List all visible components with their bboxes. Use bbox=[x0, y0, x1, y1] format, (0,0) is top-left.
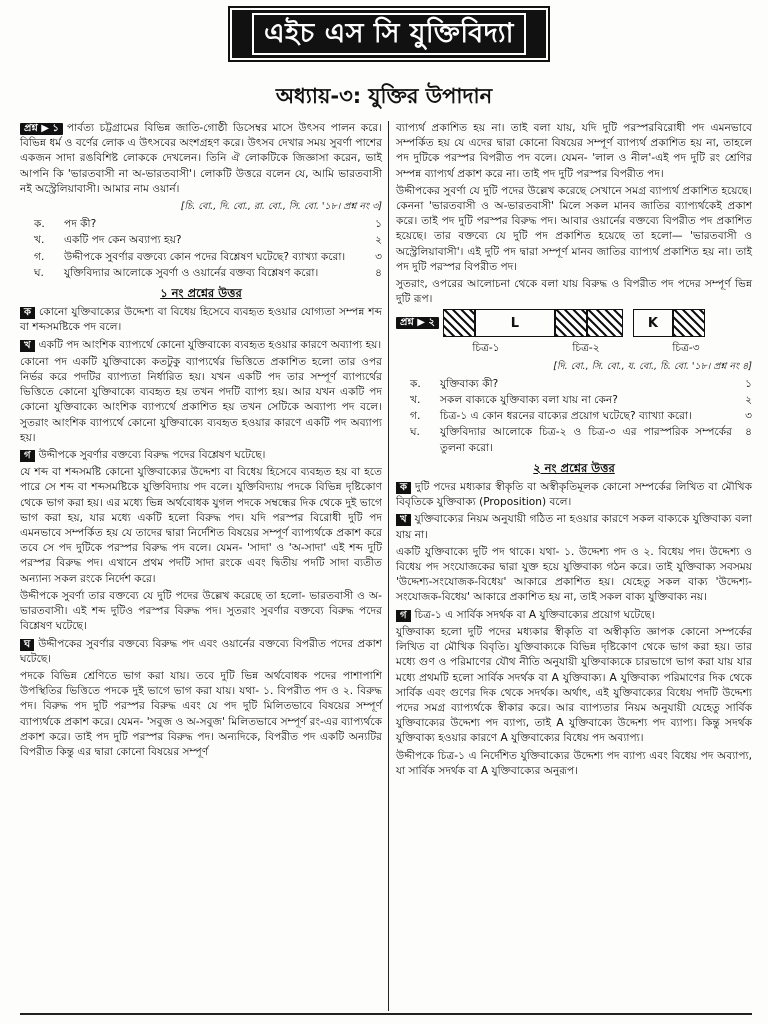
left-column bbox=[20, 121, 382, 762]
q1-ans-gha-1: ঘ উদ্দীপকের সুবর্ণার বক্তব্যে বিরুদ্ধ পদ এবং ওয়ার্নের বক্তব্যে বিপরীত পদের প্রকাশ ঘটেছে। bbox=[20, 637, 382, 665]
fig-hatched-cell bbox=[443, 309, 475, 337]
fig-hatched-cell bbox=[555, 309, 587, 337]
column-divider bbox=[388, 121, 389, 1011]
q2-ans-ga-3: উদ্দীপকে চিত্র-১ এ নির্দেশিত যুক্তিবাক্যের উদ্দেশ্য পদ ব্যাপ্য এবং বিধেয় পদ অব্যাপ্য, যা সার্বিক সদর্থক বা A যুক্তিবাক্যের অনুরূপ। bbox=[396, 749, 752, 777]
q2-ans-ka: ক দুটি পদের মধ্যকার স্বীকৃতি বা অস্বীকৃতিমূলক কোনো সম্পর্কের লিখিত বা মৌখিক বিবৃতিকে যুক্তিবাক্য (Proposition) বলে। bbox=[396, 481, 752, 509]
q2-item-gha: ঘ. যুক্তিবিদ্যার আলোকে চিত্র-২ ও চিত্র-৩ এর পারস্পরিক সম্পর্কের তুলনা করো। ৪ bbox=[410, 426, 752, 454]
fig-letter-cell: K bbox=[633, 309, 673, 337]
q1-ans-kha-2: কোনো পদ একটি যুক্তিবাক্যে কতটুকু ব্যাপ্যর্থের ভিত্তিতে প্রকাশিত হলো তার ওপর নির্ভর করে পদটির ব্যাপ্যতা নির্ধারিত হয়। যখন একটি পদ তার সম্পূর্ণ ব্যাপ্যর্থের ভিত্তিতে কোনো যুক্তিবাক্যে ব্যবহৃত হয় তখন পদটি ব্যাপ্য হয়। আর যখন একটি পদ কোনো যুক্তিবাক্যে আংশিক ব্যাপ্যর্থে প্রকাশিত হয় তখন সেটিকে অব্যাপ্য পদ বলে। সুতরাং আংশিক ব্যাপ্যর্থে কোনো যুক্তিবাক্যে ব্যবহৃত হওয়ার কারণে একটি পদ অব্যাপ্য হয়। bbox=[20, 355, 382, 444]
q2-badge: প্রশ্ন ▶ ২ bbox=[396, 317, 439, 329]
q1-item-kha: খ. একটি পদ কেন অব্যাপ্য হয়? ২ bbox=[34, 234, 382, 247]
q1-badge: প্রশ্ন ▶ ১ bbox=[20, 123, 63, 135]
q1-item-ka: ক. পদ কী? ১ bbox=[34, 218, 382, 231]
q2-item-ga: গ. চিত্র-১ এ কোন ধরনের বাক্যের প্রয়োগ ঘটেছে? ব্যাখ্যা করো। ৩ bbox=[410, 410, 752, 423]
fig-caption-1: চিত্র-১ bbox=[472, 342, 500, 355]
q1-ans-ka: ক কোনো যুক্তিবাক্যের উদ্দেশ্য বা বিধেয় হিসেবে ব্যবহৃত হওয়ার যোগ্যতা সম্পন্ন শব্দ বা শব্দসমষ্টিকে পদ বলে। bbox=[20, 306, 382, 334]
chapter-title: অধ্যায়-৩: যুক্তির উপাদান bbox=[275, 84, 493, 108]
q1-ans-ga-2: যে শব্দ বা শব্দসমষ্টি কোনো যুক্তিবাক্যের উদ্দেশ্য বা বিধেয় হিসেবে ব্যবহৃত হয় বা হতে পারে সে শব্দ বা শব্দসমষ্টিকে যুক্তিবিদ্যায় পদ বলে। যুক্তিবিদ্যায় পদকে বিভিন্ন দৃষ্টিকোণ থেকে ভাগ করা হয়। এর মধ্যে ভিন্ন অর্থবোধক যুগল পদকে সম্বন্ধের দিক থেকে দুই ভাগে ভাগ করা হয়, যার মধ্যে একটি হলো বিরুদ্ধ পদ। যদি পরস্পর বিরোধী দুটি পদ এমনভাবে সম্পর্কিত হয় যে তাদের দ্বারা নির্দেশিত বিষয়ের সম্পূর্ণ ব্যাপ্যর্থকে প্রকাশ করে তবে সে পদ দুটিকে পরস্পর বিরুদ্ধ পদ বলে। যেমন- 'সাদা' ও 'অ-সাদা' এই শব্দ দুটি পরস্পর বিরুদ্ধ পদ। এখানে প্রথম পদটি সাদা রংকে এবং দ্বিতীয় পদটি সাদা ব্যতীত অন্যান্য সকল রংকে নির্দেশ করে। bbox=[20, 466, 382, 585]
fig-caption-2: চিত্র-২ bbox=[572, 342, 600, 355]
right-column bbox=[396, 121, 752, 781]
fig-hatched-cell bbox=[673, 309, 705, 337]
q1-item-ga: গ. উদ্দীপকে সুবর্ণার বক্তব্যে কোন পদের বিশ্লেষণ ঘটেছে? ব্যাখ্যা করো। ৩ bbox=[34, 250, 382, 263]
q2-item-kha: খ. সকল বাক্যকে যুক্তিবাক্য বলা যায় না কেন? ২ bbox=[410, 394, 752, 407]
q2-source: [দি. বো., সি. বো., য. বো., চি. বো. '১৮। প্রশ্ন নং ৪] bbox=[553, 360, 752, 372]
fig-hatched-cell bbox=[587, 309, 623, 337]
q2-answer-heading: ২ নং প্রশ্নের উত্তর bbox=[533, 460, 615, 475]
q1-ans-gha-3: ব্যাপ্যর্থ প্রকাশিত হয় না। তাই বলা যায়, যদি দুটি পরস্পরবিরোধী পদ এমনভাবে সম্পর্কিত হয় যে এদের দ্বারা কোনো বিষয়ের সম্পূর্ণ ব্যাপ্যর্থ প্রকাশিত হয় না, তাহলে পদ দুটিকে পরস্পর বিপরীত পদ বলে। যেমন- 'লাল ও নীল'-এই পদ দুটি রং শ্রেণির সম্পন্ন ব্যাপ্যর্থ প্রকাশ করে না। তাই পদ দুটি পরস্পর বিপরীত পদ। bbox=[396, 122, 752, 180]
q1-ans-gha-5: সুতরাং, ওপরের আলোচনা থেকে বলা যায় বিরুদ্ধ ও বিপরীত পদ পদের সম্পূর্ণ ভিন্ন দুটি রূপ। bbox=[396, 278, 752, 306]
bottom-rule bbox=[20, 1013, 752, 1015]
q2-ans-kha-2: একটি যুক্তিবাক্যে দুটি পদ থাকে। যথা- ১. উদ্দেশ্য পদ ও ২. বিধেয় পদ। উদ্দেশ্য ও বিধেয় পদ সংযোজকের দ্বারা যুক্ত হয়ে যুক্তিবাক্য গঠন করে। তাই যুক্তিবাক্য সবসময় 'উদ্দেশ্য-সংযোজক-বিধেয়' আকারে প্রকাশিত হয়। যেহেতু সকল বাক্য 'উদ্দেশ্য-সংযোজক-বিধেয়' আকারে প্রকাশিত হয় না, তাই সকল বাক্য যুক্তিবাক্য নয়। bbox=[396, 545, 752, 604]
q1-ans-ga-3: উদ্দীপকে সুবর্ণা তার বক্তব্যে যে দুটি পদের উল্লেখ করেছে তা হলো- ভারতবাসী ও অ-ভারতবাসী। এই শব্দ দুটিও পরস্পর বিরুদ্ধ পদ। সুতরাং সুবর্ণার বক্তব্যে বিরুদ্ধ পদের বিশ্লেষণ ঘটেছে। bbox=[20, 589, 382, 633]
book-title-box bbox=[232, 10, 546, 58]
q2-figure bbox=[396, 309, 752, 337]
q1-ans-gha-4: উদ্দীপকের সুবর্ণা যে দুটি পদের উল্লেখ করেছে সেখানে সমগ্র ব্যাপ্যর্থ প্রকাশিত হয়েছে। কেননা 'ভারতবাসী ও অ-ভারতবাসী' মিলে সকল মানব জাতির ব্যাপ্যর্থকেই প্রকাশ করে। তাই পদ দুটি পরস্পর বিরুদ্ধ পদ। আবার ওয়ার্নের বক্তব্যে বিপরীত পদ প্রকাশিত হয়েছে। তার বক্তব্যে যে দুটি পদ প্রকাশিত হয়েছে তা হলো— 'ভারতবাসী ও অস্ট্রেলিয়াবাসী'। এই দুটি পদ দ্বারা সম্পূর্ণ মানব জাতির ব্যাপ্যর্থ প্রকাশিত হয় না। তাই পদ দুটি পরস্পর বিপরীত পদ। bbox=[396, 184, 752, 273]
q1-answer-heading: ১ নং প্রশ্নের উত্তর bbox=[160, 286, 242, 301]
q2-ans-ga-1: গ চিত্র-১ এ সার্বিক সদর্থক বা A যুক্তিবাক্যের প্রয়োগ ঘটেছে। bbox=[396, 608, 752, 623]
fig-letter-cell: L bbox=[475, 309, 555, 337]
q1-source: [চি. বো., দি. বো., রা. বো., সি. বো. '১৮। প্রশ্ন নং ৩] bbox=[180, 201, 382, 213]
q2-ans-kha-1: খ যুক্তিবাক্যের নিয়ম অনুযায়ী গঠিত না হওয়ার কারণে সকল বাক্যকে যুক্তিবাক্য বলা যায় না। bbox=[396, 513, 752, 541]
q2-figure-captions bbox=[436, 341, 736, 356]
q1-ans-ga-1: গ উদ্দীপকে সুবর্ণার বক্তব্যে বিরুদ্ধ পদের বিশ্লেষণ ঘটেছে। bbox=[20, 448, 382, 463]
q2-ans-ga-2: যুক্তিবাক্য হলো দুটি পদের মধ্যকার স্বীকৃতি বা অস্বীকৃতি জ্ঞাপক কোনো সম্পর্কের লিখিত বা মৌখিক বিবৃতি। যুক্তিবাক্যকে বিভিন্ন দৃষ্টিকোণ থেকে ভাগ করা হয়। তার মধ্যে গুণ ও পরিমাণের যৌথ নীতি অনুযায়ী যুক্তিবাক্যকে চারভাগে ভাগ করা যায় যার মধ্যে প্রথমটি হলো সার্বিক সদর্থক বা A যুক্তিবাক্য। A যুক্তিবাক্য পরিমাণের দিক থেকে সার্বিক এবং গুণের দিক থেকে সদর্থক। অর্থাৎ, এই যুক্তিবাক্যের বিধেয় পদটি উদ্দেশ্য পদের সমগ্র ব্যাপ্যর্থকে স্বীকার করে। আর ব্যাপ্যতার নিয়ম অনুযায়ী যেহেতু সার্বিক যুক্তিবাক্যের উদ্দেশ্য পদ ব্যাপ্য, তাই A যুক্তিবাক্যে উদ্দেশ্য পদ ব্যাপ্য। কিন্তু সদর্থক যুক্তিবাক্য হওয়ার কারণে A যুক্তিবাক্যের বিধেয় পদ অব্যাপ্য। bbox=[396, 625, 752, 745]
q1-ans-kha-1: খ একটি পদ আংশিক ব্যাপ্যর্থে কোনো যুক্তিবাক্যে ব্যবহৃত হওয়ার কারণে অব্যাপ্য হয়। bbox=[20, 338, 382, 353]
q2-item-ka: ক. যুক্তিবাক্য কী? ১ bbox=[410, 377, 752, 390]
q1-stem: প্রশ্ন ▶ ১ পার্বত্য চট্টগ্রামের বিভিন্ন জাতি-গোষ্ঠী ডিসেম্বর মাসে উৎসব পালন করে। বিভিন্ন ধর্ম ও বর্ণের লোক এ উৎসবের অংশগ্রহণ করে। উৎসব দেখার সময় সুবর্ণা পাশের একজন সাদা রঙবিশিষ্ট লোককে দেখলেন। তিনি ঐ লোকটিকে জিজ্ঞাসা করেন, ভাই আপনি কি 'ভারতবাসী না অ-ভারতবাসী'। লোকটি উত্তরে বলেন যে, আমি ভারতবাসী নই অস্ট্রেলিয়াবাসী। আমার নাম ওয়ার্ন। bbox=[20, 122, 382, 195]
fig-caption-3: চিত্র-৩ bbox=[672, 342, 700, 355]
q1-item-gha: ঘ. যুক্তিবিদ্যার আলোকে সুবর্ণা ও ওয়ার্নের বক্তব্য বিশ্লেষণ করো। ৪ bbox=[34, 266, 382, 279]
book-title: এইচ এস সি যুক্তিবিদ্যা bbox=[252, 13, 526, 55]
q1-ans-gha-2: পদকে বিভিন্ন শ্রেণিতে ভাগ করা যায়। তবে দুটি ভিন্ন অর্থবোধক পদের পাশাপাশি উপস্থিতির ভিত্তিতে পদকে দুই ভাগে ভাগ করা যায়। যথা- ১. বিপরীত পদ ও ২. বিরুদ্ধ পদ। বিরুদ্ধ পদ দুটি পরস্পর বিরুদ্ধ এবং যে পদ দুটি মিলিতভাবে বিষয়ের সম্পূর্ণ ব্যাপ্যর্থকে প্রকাশ করে। যেমন- 'সবুজ ও অ-সবুজ' মিলিতভাবে সম্পূর্ণ রং-এর ব্যাপ্যর্থকে প্রকাশ করে। তাই পদ দুটি পরস্পর বিরুদ্ধ পদ। অন্যদিকে, বিপরীত পদ একটি অন্যটির বিপরীত কিন্তু এর দ্বারা কোনো বিষয়ের সম্পূর্ণ bbox=[20, 669, 382, 758]
